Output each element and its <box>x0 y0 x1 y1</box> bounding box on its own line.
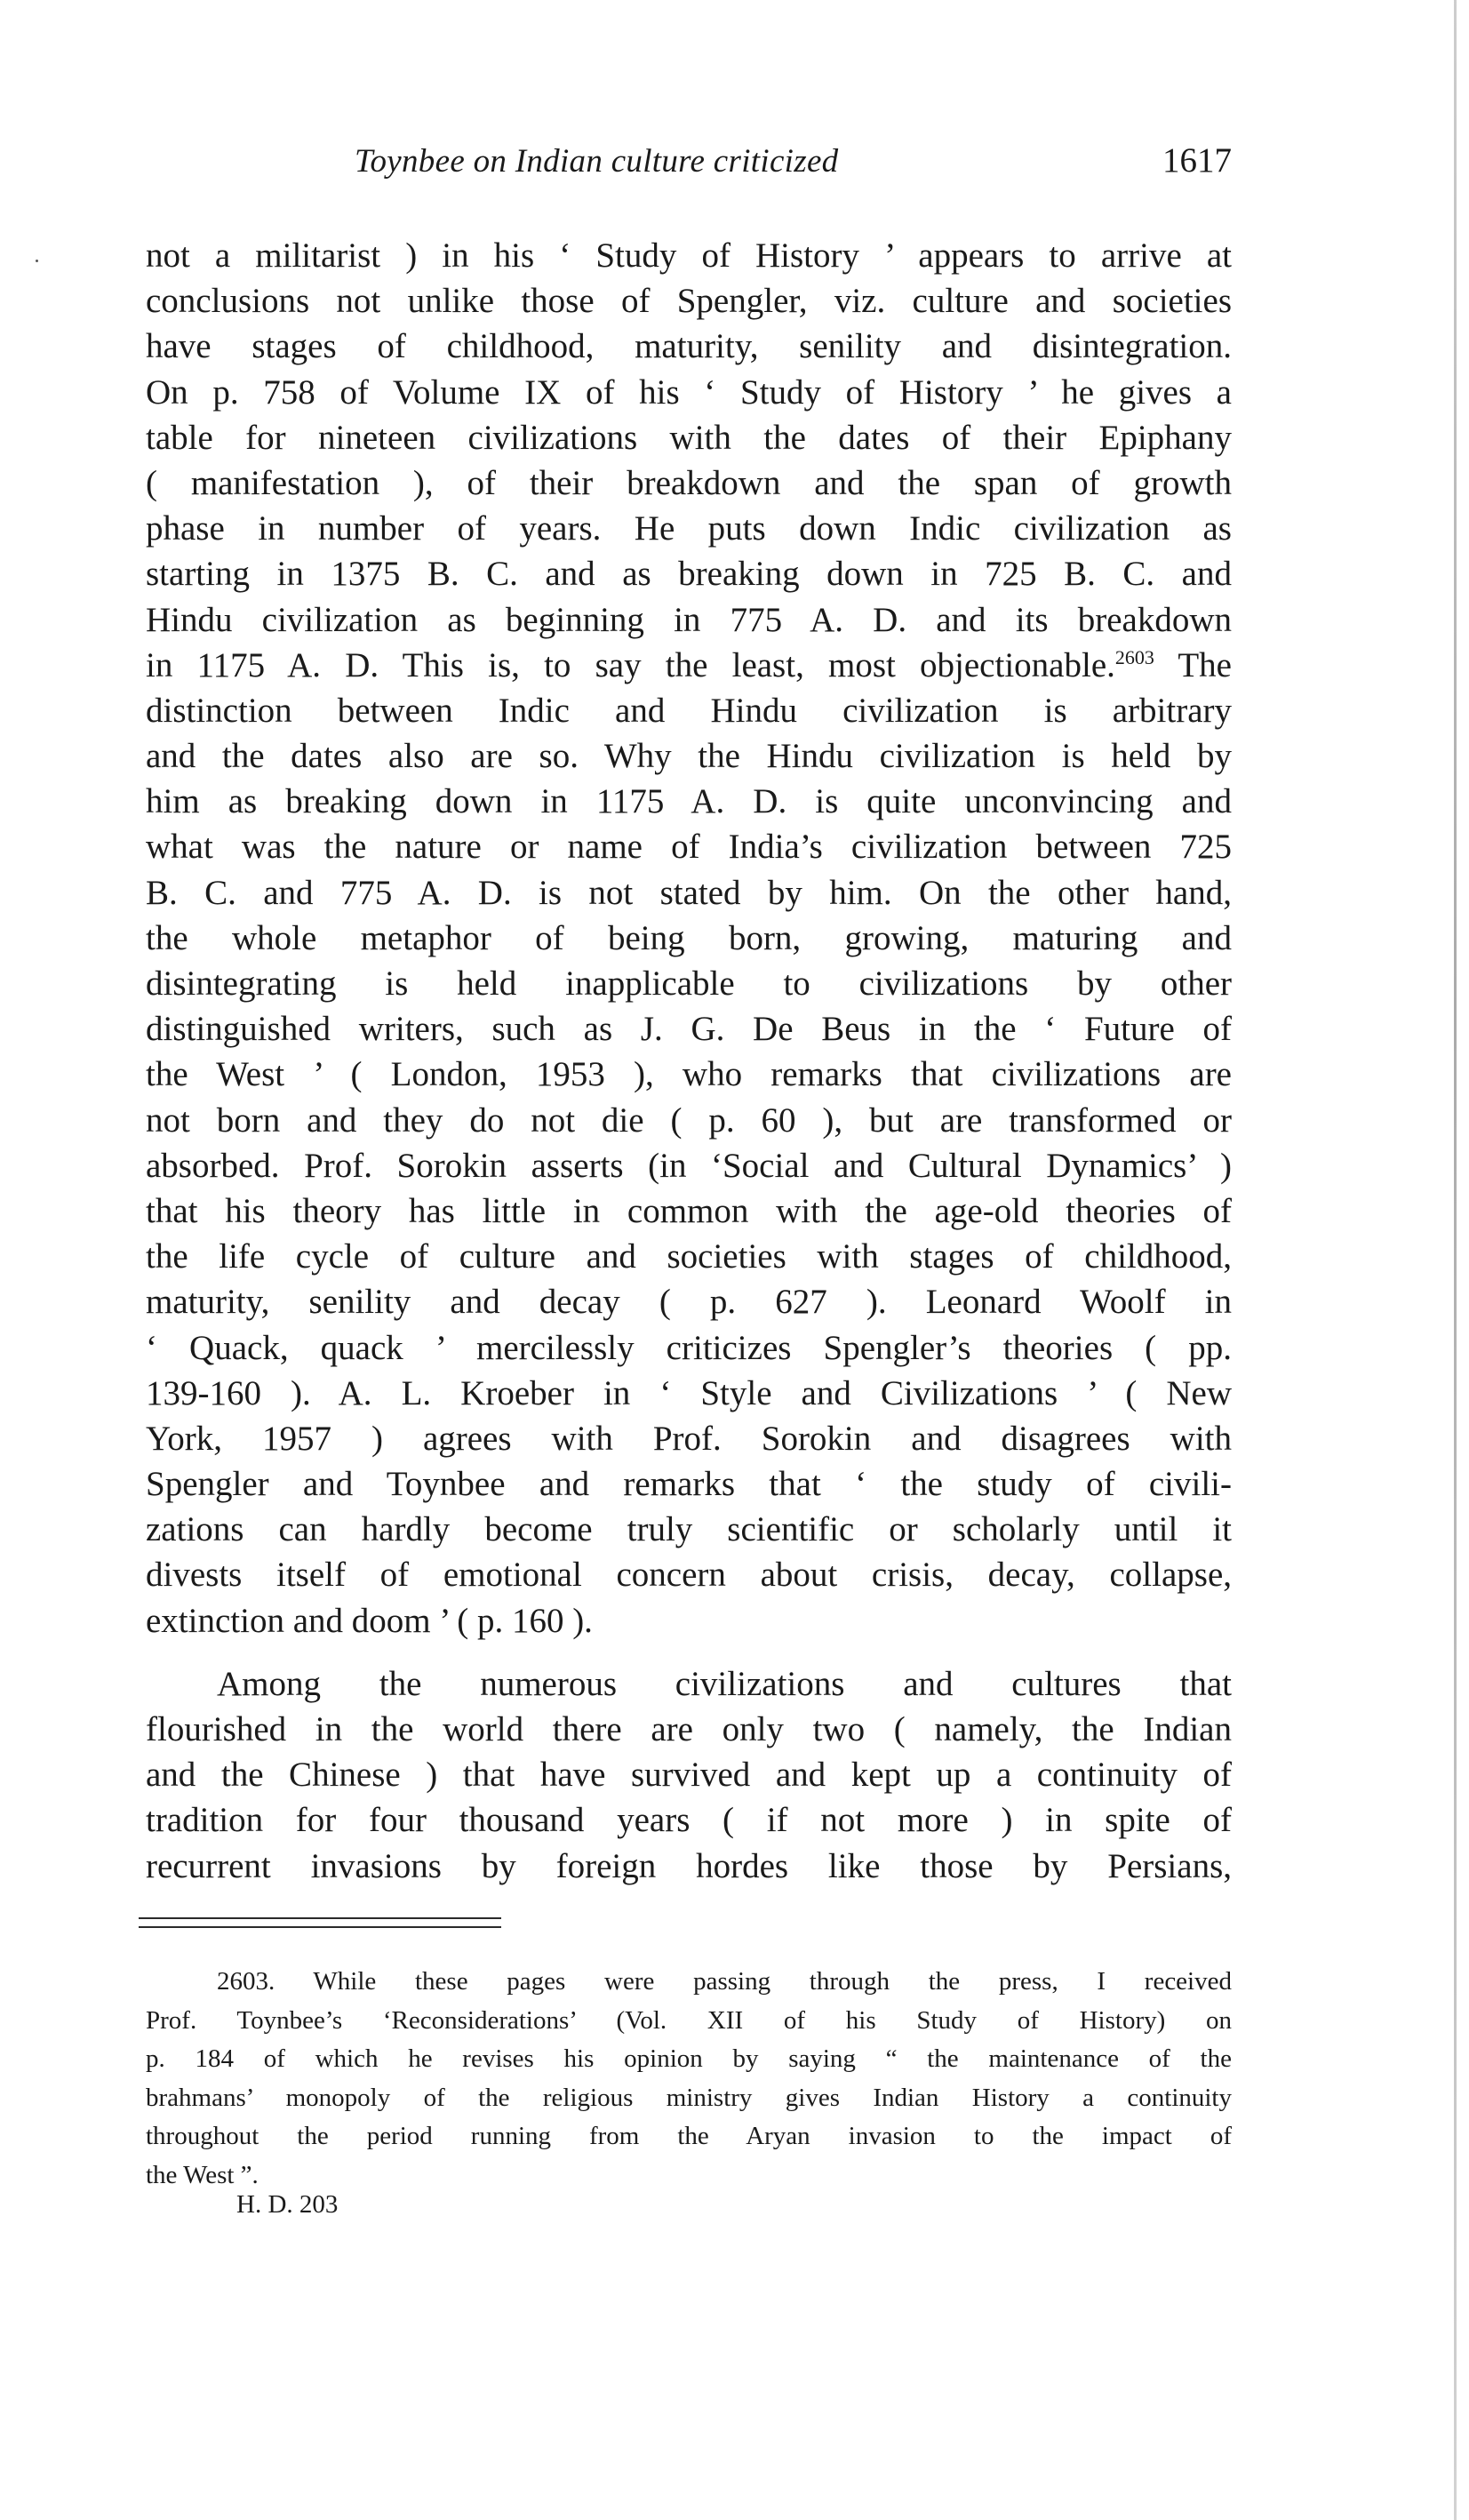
text-line: maturity, senility and decay ( p. 627 ). Leonard Woolf in <box>146 1283 1232 1322</box>
text-line: 139-160 ). A. L. Kroeber in ‘ Style and Civilizations ’ ( New <box>146 1373 1232 1412</box>
main-text <box>146 233 1232 1889</box>
text-line: and the Chinese ) that have survived and kept up a continuity of <box>146 1756 1232 1795</box>
text-line: divests itself of emotional concern about crisis, decay, collapse, <box>146 1556 1232 1595</box>
text-line: distinguished writers, such as J. G. De Beus in the ‘ Future of <box>146 1010 1232 1049</box>
paragraph-gap <box>146 1644 1232 1661</box>
text-line: Spengler and Toynbee and remarks that ‘ the study of civili- <box>146 1465 1232 1504</box>
text-line: and the dates also are so. Why the Hindu civilization is held by <box>146 737 1232 776</box>
text-line: not a militarist ) in his ‘ Study of History ’ appears to arrive at <box>146 236 1232 275</box>
text-segment: in 1175 A. D. This is, to say the least, most objectionable. <box>146 645 1115 684</box>
text-line: ( manifestation ), of their breakdown and the span of growth <box>146 463 1232 502</box>
footnote-line: Prof. Toynbee’s ‘Reconsiderations’ (Vol. XII of his Study of History) on <box>146 2005 1232 2035</box>
text-line: distinction between Indic and Hindu civilization is arbitrary <box>146 691 1232 730</box>
footnote-line: throughout the period running from the Aryan invasion to the impact of <box>146 2122 1232 2150</box>
printer-signature: H. D. 203 <box>236 2190 339 2219</box>
text-line: that his theory has little in common with the age-old theories of <box>146 1191 1232 1230</box>
footnote-rule <box>139 1917 501 1919</box>
page-header <box>146 142 1232 196</box>
text-line: him as breaking down in 1175 A. D. is quite unconvincing and <box>146 782 1232 821</box>
text-line: extinction and doom ’ ( p. 160 ). <box>146 1601 593 1640</box>
text-line: conclusions not unlike those of Spengler, viz. culture and societies <box>146 282 1232 321</box>
page-number: 1617 <box>1162 141 1232 180</box>
text-line: phase in number of years. He puts down Indic civilization as <box>146 509 1232 548</box>
text-line: starting in 1375 B. C. and as breaking down in 725 B. C. and <box>146 555 1232 594</box>
text-line: not born and they do not die ( p. 60 ), but are transformed or <box>146 1100 1232 1140</box>
text-line: the West ’ ( London, 1953 ), who remarks that civilizations are <box>146 1055 1232 1094</box>
text-line-with-footnote <box>146 643 1232 688</box>
text-line: Among the numerous civilizations and cultures that <box>217 1664 1232 1703</box>
text-line: On p. 758 of Volume IX of his ‘ Study of History ’ he gives a <box>146 372 1232 412</box>
footnote-line: 2603. While these pages were passing through the press, I received <box>217 1967 1232 1996</box>
text-line: B. C. and 775 A. D. is not stated by him. On the other hand, <box>146 873 1232 912</box>
footnote-rule <box>139 1926 501 1928</box>
footnote-line: the West ”. <box>146 2160 259 2189</box>
text-line: flourished in the world there are only two ( namely, the Indian <box>146 1710 1232 1748</box>
footnote <box>146 1963 1232 2195</box>
text-line: ‘ Quack, quack ’ mercilessly criticizes Spengler’s theories ( pp. <box>146 1328 1232 1367</box>
text-line: absorbed. Prof. Sorokin asserts (in ‘Social and Cultural Dynamics’ ) <box>146 1146 1232 1185</box>
footnote-line: brahmans’ monopoly of the religious ministry gives Indian History a continuity <box>146 2083 1232 2112</box>
text-line: the whole metaphor of being born, growing, maturing and <box>146 918 1232 957</box>
running-title: Toynbee on Indian culture criticized <box>355 143 839 180</box>
text-line: what was the nature or name of India’s civilization between 725 <box>146 828 1232 867</box>
footnote-line: p. 184 of which he revises his opinion by saying “ the maintenance of the <box>146 2044 1232 2073</box>
text-line: recurrent invasions by foreign hordes like those by Persians, <box>146 1846 1232 1885</box>
scan-page-edge <box>1454 0 1457 2520</box>
text-line: Hindu civilization as beginning in 775 A. D. and its breakdown <box>146 600 1232 639</box>
text-line: have stages of childhood, maturity, senility and disintegration. <box>146 327 1232 366</box>
margin-speck <box>36 260 38 262</box>
footnote-reference[interactable]: 2603 <box>1114 645 1154 668</box>
text-line: tradition for four thousand years ( if not more ) in spite of <box>146 1801 1232 1840</box>
text-line: zations can hardly become truly scientific or scholarly until it <box>146 1510 1232 1549</box>
text-line: disintegrating is held inapplicable to civilizations by other <box>146 964 1232 1003</box>
text-segment: The <box>1178 645 1232 684</box>
text-line: table for nineteen civilizations with the dates of their Epiphany <box>146 418 1232 457</box>
text-line: the life cycle of culture and societies with stages of childhood, <box>146 1237 1232 1276</box>
text-line: York, 1957 ) agrees with Prof. Sorokin and disagrees with <box>146 1419 1232 1458</box>
